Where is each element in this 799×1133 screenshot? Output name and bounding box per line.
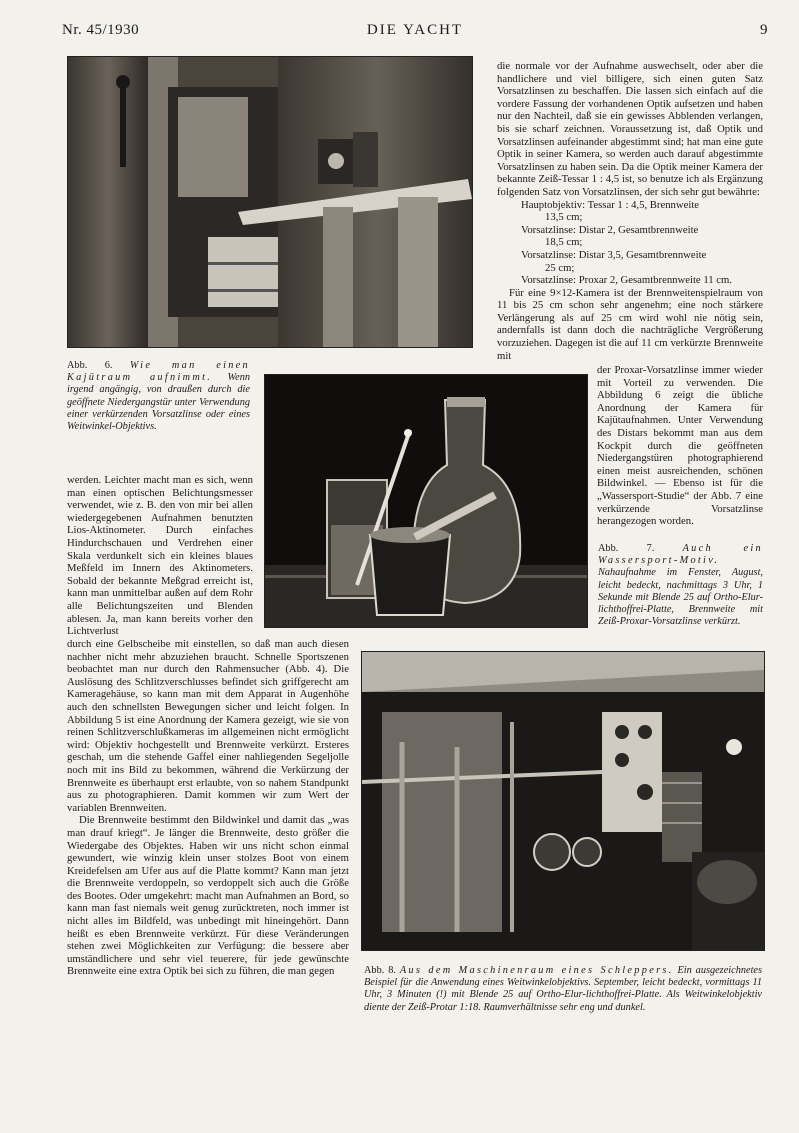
- figure-label: Abb. 6.: [67, 360, 113, 371]
- figure-6-caption: [67, 360, 250, 433]
- paragraph: durch eine Gelbscheibe mit einstellen, so daß man auch diesen nachher nicht mehr abzuziehen braucht. Schnelle Sportszenen beobachtet man nur durch den Rahmensucher (Abb. 4). Die Auslösung des Schlitzverschlusses befindet sich griffgerecht am Kameragehäuse, so kann man mit dem Apparat in Augenhöhe auch den schnellsten Bewegungen sicher und leicht folgen. In Abbildung 5 ist eine Anordnung der Kamera gezeigt, wie sie von reinen Schlitzverschlußkameras im allgemeinen nicht ermöglicht wird: Objektiv hochgestellt und Brennweite verkürzt. Ersteres geschah, um die stehende Gaffel einer nahliegenden Segeljolle noch mit ins Bild zu bekommen, während die Verkürzung der Brennweite es überhaupt erst erlaubte, von so nahem Standpunkt aus zu photographieren. Damit kommen wir zum Wert der variablen Brennweiten.: [67, 638, 349, 814]
- figure-label: Abb. 7.: [598, 543, 655, 554]
- left-column-bottom: [67, 638, 349, 978]
- figure-title: Wie man einen Kajütraum aufnimmt.: [67, 360, 251, 384]
- right-column-middle: [597, 364, 763, 528]
- figure-title: Auch ein Wassersport-Motiv.: [598, 543, 764, 567]
- lens-list: [497, 199, 763, 287]
- figure-text: Nahaufnahme im Fenster, August, leicht bedeckt, nachmittags 3 Uhr, 1 Sekunde mit Blende 25 auf Ortho-Elur-lichthoffrei-Platte, Brennweite mit Zeiß-Proxar-Vorsatzlinse verkürzt.: [598, 567, 763, 628]
- figure-8-caption: [364, 965, 762, 1014]
- paragraph: werden. Leichter macht man es sich, wenn man einen optischen Belichtungsmesser verwendet, wie z. B. den von mir bei allen wiedergegebenen Aufnahmen benutzten Lios-Aktinometer. Durch einfaches Hindurchschauen und Verdrehen einer Skala verdunkelt sich ein kleines blaues Meßfeld im Innern des Aktinometers. Sobald der bekannte Meßgrad erreicht ist, kann man unmittelbar außen auf dem Rohr alle Belichtungszeiten und Blenden ablesen. Ja, man kann bereits vorher den Lichtverlust: [67, 474, 253, 638]
- figure-text: Ein ausgezeichnetes Beispiel für die Anwendung eines Weitwinkelobjektivs. September, leicht bedeckt, vormittags 11 Uhr, 3 Minuten (!) mit Blende 25 auf Ortho-Elur-lichthoffrei-Platte. Als Weitwinkelobjektiv diente der Zeiß-Protar 1:18. Raumverhältnisse sehr eng und dunkel.: [364, 965, 763, 1013]
- figure-7-caption: [598, 543, 763, 628]
- lens-item: Vorsatzlinse: Proxar 2, Gesamtbrennweite 11 cm.: [521, 274, 733, 287]
- lens-item: Vorsatzlinse: Distar 3,5, Gesamtbrennweite 25 cm;: [521, 248, 707, 274]
- page-number: 9: [760, 22, 768, 38]
- figure-6-photo: [67, 56, 473, 348]
- issue-number: Nr. 45/1930: [62, 22, 140, 38]
- paragraph: die normale vor der Aufnahme auswechselt, oder aber die handlichere und viel billigere, sich einen guten Satz Vorsatzlinsen zu beschaffen. Die lassen sich einfach auf die vordere Fassung der vorhandenen Optik aufsetzen und haben nur den Nachteil, daß sie ein gewisses Abblenden verlangen, bis sie scharf zeichnen. Voraussetzung ist, daß Optik und Vorsatzlinsen aufeinander abgestimmt sind; hat man eine gute Optik in seiner Kamera, so werden auch darauf abgestimmte Vorsatzlinsen zu haben sein. Da die Optik meiner Kamera der bekannte Zeiß-Tessar 1 : 4,5 ist, so benutze ich als Ergänzung folgenden Satz von Vorsatzlinsen, der sich sehr gut bewährte:: [497, 60, 763, 198]
- right-column-top: [497, 60, 763, 362]
- left-column-top: [67, 474, 253, 638]
- figure-text: Wenn irgend angängig, von draußen durch die geöffnete Niedergangstür unter Verwendung einer verkürzenden Vorsatzlinse oder eines Weitwinkel-Objektivs.: [67, 372, 251, 433]
- lens-item: Hauptobjektiv: Tessar 1 : 4,5, Brennweite 13,5 cm;: [521, 198, 700, 224]
- figure-8-photo: [361, 651, 765, 951]
- paragraph: Für eine 9×12-Kamera ist der Brennweitenspielraum von 11 bis 25 cm schon sehr angenehm; eine noch stärkere Verlängerung als auf 25 cm wird wohl nie nötig sein, andernfalls ist dann doch die nachträgliche Vergrößerung vorzuziehen. Dagegen ist die auf 11 cm verkürzte Brennweite mit: [497, 286, 763, 362]
- figure-title: Aus dem Maschinenraum eines Schleppers.: [399, 965, 674, 976]
- paragraph: Die Brennweite bestimmt den Bildwinkel und damit das „was man drauf kriegt“. Je länger die Brennweite, desto größer die Wiedergabe des Objektes. Haben wir uns nicht schon einmal gewundert, wie winzig klein unser stolzes Boot von einem Kreidefelsen am Ufer aus auf die Platte kommt? Kann man jetzt die Brennweite verdoppeln, so verdoppelt sich auch die Größe des Bootes. Oder umgekehrt: macht man Aufnahmen an Bord, so kann man fast niemals weit genug zurücktreten, noch immer ist nicht alles im Bildfeld, was unbedingt mit hineingehört. Dann heißt es eben Brennweite verkürzt. Für diese Veränderungen stehen zwei Möglichkeiten zur Verfügung: die bessere aber umständlichere und sehr viel teuerere, für jede gewünschte Brennweite eine extra Optik bei sich zu führen, die man gegen: [67, 814, 349, 978]
- paragraph: der Proxar-Vorsatzlinse immer wieder mit Vorteil zu verwenden. Die Abbildung 6 zeigt die übliche Anordnung der Kamera für Kajütaufnahmen. Unter Verwendung des Distars bekommt man aus dem Kockpit durch die geöffneten Niedergangstüren photographierend einen meist ausreichenden, schönen Bildwinkel. — Ebenso ist für die „Wassersport-Studie“ der Abb. 7 eine verkürzende Vorsatzlinse herangezogen worden.: [597, 364, 763, 528]
- lens-item: Vorsatzlinse: Distar 2, Gesamtbrennweite 18,5 cm;: [521, 223, 699, 249]
- figure-label: Abb. 8.: [364, 965, 396, 976]
- page-header: [62, 22, 768, 44]
- figure-7-photo: [264, 374, 588, 628]
- magazine-title: DIE YACHT: [366, 22, 464, 38]
